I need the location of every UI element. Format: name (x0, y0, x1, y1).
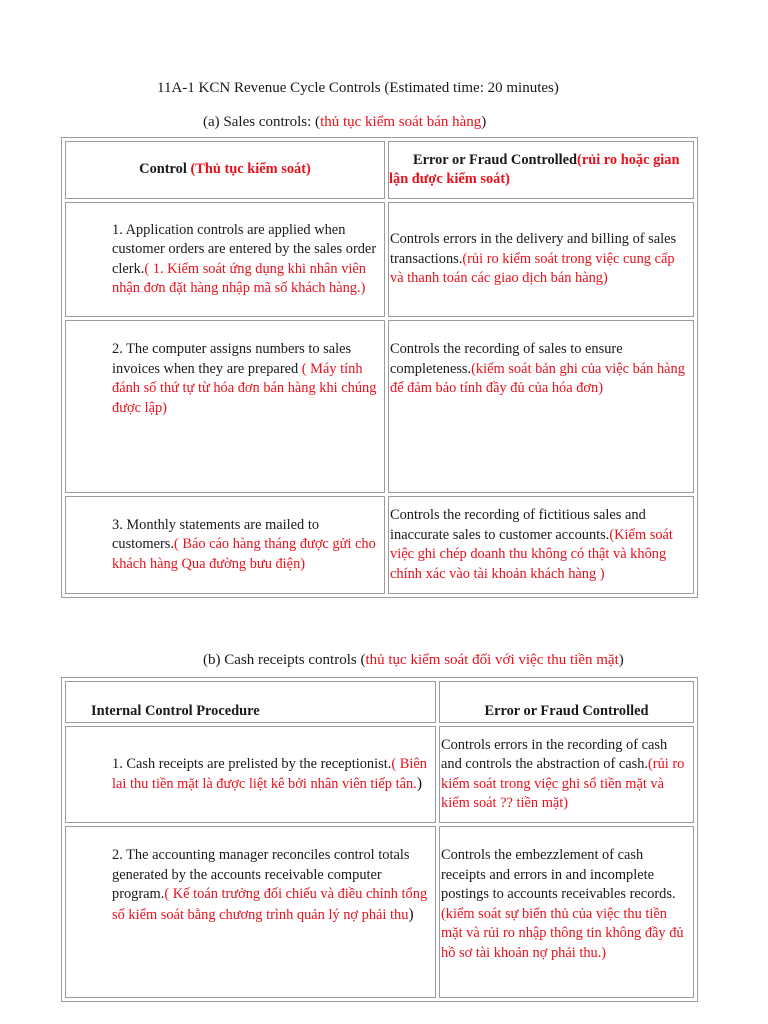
error-translation: (rủi ro kiểm soát trong việc ghi sổ tiền mặt và kiểm soát ?? tiền mặt) (441, 756, 685, 811)
error-cell (388, 202, 694, 317)
control-closing: ) (416, 775, 423, 792)
control-text: 2. The computer assigns numbers to sales invoices when they are prepared (112, 341, 352, 377)
error-cell (388, 320, 694, 493)
control-cell (65, 726, 436, 823)
header-error: Error or Fraud Controlled (439, 681, 694, 723)
table-row (65, 320, 694, 493)
header-error-en: Error or Fraud Controlled (413, 151, 578, 168)
error-text: Controls errors in the delivery and billing of sales transactions. (390, 231, 677, 267)
control-text: 1. Application controls are applied when customer orders are entered by the sales order clerk. (112, 221, 377, 277)
section-b-heading-end: ) (618, 652, 624, 668)
error-cell (439, 826, 694, 998)
error-cell (388, 496, 694, 594)
header-procedure: Internal Control Procedure (65, 681, 436, 723)
table-row (65, 826, 694, 998)
table-row (65, 726, 694, 823)
cash-receipts-controls-table (61, 677, 698, 1002)
sales-controls-table (61, 137, 698, 598)
header-control-vi: (Thủ tục kiểm soát) (190, 161, 311, 178)
section-a-heading-end: ) (481, 114, 487, 130)
control-text: 2. The accounting manager reconciles control totals generated by the accounts receivable computer program. (112, 847, 410, 902)
section-a-heading (203, 114, 486, 131)
control-text: 1. Cash receipts are prelisted by the receptionist. (112, 755, 392, 772)
section-a-heading-vi: thủ tục kiểm soát bán hàng (320, 114, 482, 130)
control-text: 3. Monthly statements are mailed to customers. (112, 516, 320, 553)
error-translation: (rủi ro kiểm soát trong việc cung cấp và thanh toán các giao dịch bán hàng) (390, 250, 675, 287)
control-translation: ( Kế toán trưởng đối chiếu và điều chỉnh tổng số kiểm soát bằng chương trình quản lý nợ phải thu (112, 886, 428, 923)
header-control (65, 141, 385, 199)
error-translation: (kiểm soát sự biển thủ của việc thu tiền mặt và rủi ro nhập thông tin không đầy đủ hồ sơ tài khoản nợ phải thu.) (441, 905, 684, 961)
table-header-row (65, 141, 694, 199)
error-text: Controls the recording of sales to ensure completeness. (390, 341, 623, 377)
section-a-heading-en: (a) Sales controls: ( (203, 114, 321, 130)
control-cell (65, 320, 385, 493)
section-b-heading (203, 652, 624, 669)
section-b-heading-en: (b) Cash receipts controls ( (203, 652, 366, 668)
control-cell (65, 826, 436, 998)
document-title: 11A-1 KCN Revenue Cycle Controls (Estimated time: 20 minutes) (157, 80, 559, 96)
error-translation: (kiểm soát bản ghi của việc bán hàng để đảm bảo tính đầy đủ của hóa đơn) (390, 360, 685, 396)
header-error-vi: (rủi ro hoặc gian lận được kiểm soát) (389, 151, 680, 187)
table-row (65, 202, 694, 317)
control-translation: ( 1. Kiểm soát ứng dụng khi nhân viên nhận đơn đặt hàng nhập mã số khách hàng.) (112, 260, 366, 296)
table-row (65, 496, 694, 594)
control-translation: ( Biên lai thu tiền mặt là được liệt kê bởi nhân viên tiếp tân. (112, 755, 427, 792)
control-translation: ( Máy tính đánh số thứ tự từ hóa đơn bán hàng khi chúng được lập) (112, 360, 377, 416)
section-b-heading-vi: thủ tục kiểm soát đối với việc thu tiền mặt (365, 652, 619, 668)
error-text: Controls the embezzlement of cash receipts and errors in and incomplete postings to accounts receivables records. (441, 847, 676, 902)
error-cell (439, 726, 694, 823)
header-error (388, 141, 694, 199)
header-control-en: Control (139, 161, 191, 178)
error-text: Controls the recording of fictitious sales and inaccurate sales to customer accounts. (390, 507, 646, 543)
control-closing: ) (408, 905, 414, 923)
control-cell (65, 202, 385, 317)
table-header-row (65, 681, 694, 723)
control-translation: ( Báo cáo hàng tháng được gửi cho khách hàng Qua đường bưu điện) (112, 536, 376, 572)
error-text: Controls errors in the recording of cash and controls the abstraction of cash. (441, 736, 668, 772)
error-translation: (Kiểm soát việc ghi chép doanh thu không có thật và không chính xác vào tài khoản khách hàng ) (390, 526, 673, 582)
control-cell (65, 496, 385, 594)
